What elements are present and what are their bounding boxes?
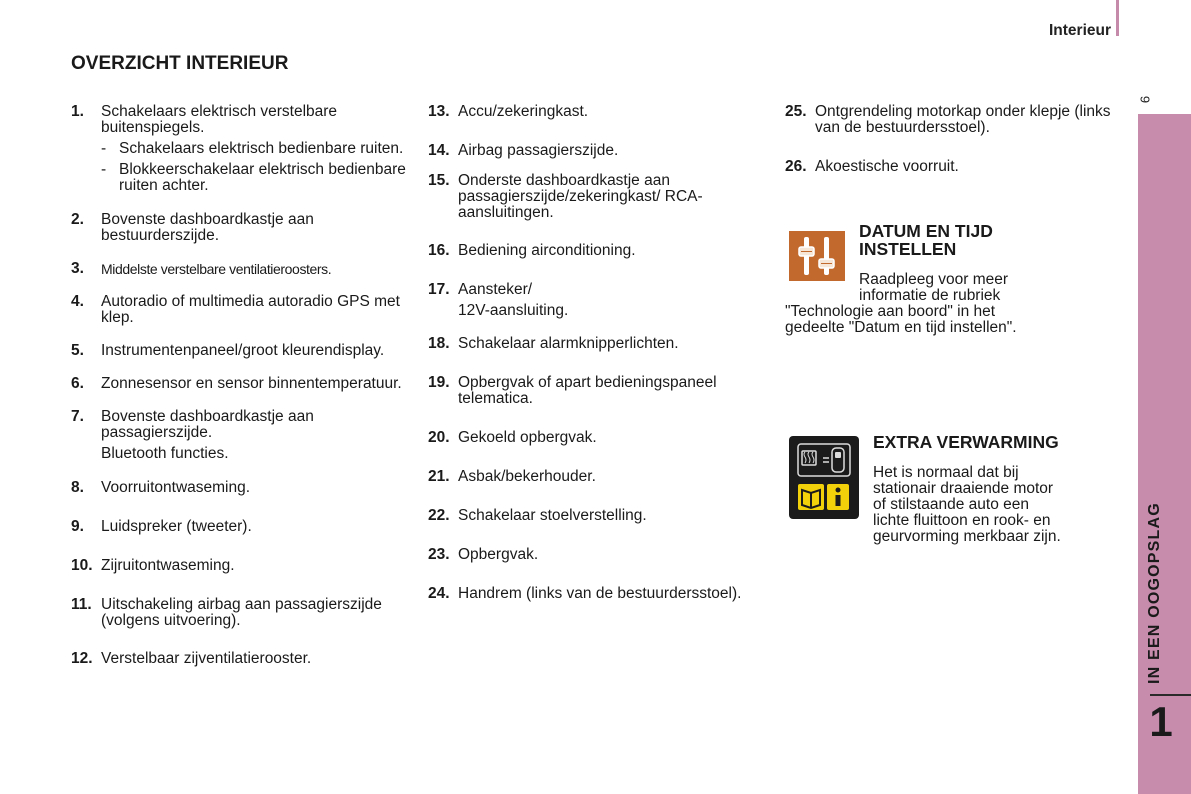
item-number: 7.: [71, 408, 84, 425]
item-text: Handrem (links van de bestuurdersstoel).: [458, 585, 742, 602]
heater-text-line: of stilstaande auto een: [873, 496, 1029, 513]
list-item: [71, 343, 416, 359]
page-number: 9: [1137, 95, 1153, 104]
list-item: [428, 104, 758, 120]
list-item: [785, 104, 1115, 136]
item-text: Bovenste dashboardkastje aan passagierszijde.: [101, 408, 314, 441]
column-1: [71, 104, 416, 667]
header-title: Interieur: [1048, 22, 1111, 39]
heater-text-line: geurvorming merkbaar zijn.: [873, 528, 1061, 545]
item-text: Onderste dashboardkastje aan passagierszijde/zekeringkast/ RCA-aansluitingen.: [458, 172, 703, 221]
item-text: Instrumentenpaneel/groot kleurendisplay.: [101, 342, 385, 359]
sub-item: [101, 162, 416, 194]
item-text: Verstelbaar zijventilatierooster.: [101, 650, 312, 667]
item-text: Ontgrendeling motorkap onder klepje (links van de bestuurdersstoel).: [815, 103, 1111, 136]
datum-box-text-cont: [785, 304, 1017, 336]
item-text: Zonnesensor en sensor binnentemperatuur.: [101, 375, 402, 392]
item-number: 22.: [428, 507, 450, 524]
datum-title-line: INSTELLEN: [859, 239, 957, 259]
chapter-tab-text: IN EEN OOGOPSLAG: [1146, 502, 1163, 684]
item-text: Uitschakeling airbag aan passagierszijde (volgens uitvoering).: [101, 596, 382, 629]
list-item: [71, 651, 416, 667]
item-text: Asbak/bekerhouder.: [458, 468, 596, 485]
dash-bullet: -: [101, 140, 107, 157]
item-number: 16.: [428, 242, 450, 259]
item-number: 24.: [428, 585, 450, 602]
list-item: [428, 430, 758, 446]
item-text: Gekoeld opbergvak.: [458, 429, 597, 446]
list-item: [785, 159, 1115, 175]
item-text: Luidspreker (tweeter).: [101, 518, 252, 535]
list-item: [71, 558, 416, 574]
item-text: Schakelaar alarmknipperlichten.: [458, 335, 679, 352]
list-item: [428, 282, 758, 319]
header-accent-bar: [1116, 0, 1119, 36]
item-text: Opbergvak of apart bedieningspaneel telematica.: [458, 374, 717, 407]
item-number: 4.: [71, 293, 84, 310]
list-item: [428, 336, 758, 352]
list-item: [428, 143, 758, 159]
item-number: 5.: [71, 342, 84, 359]
datum-text-line: "Technologie aan boord" in het: [785, 303, 996, 320]
list-item: [71, 376, 416, 392]
item-text: Voorruitontwaseming.: [101, 479, 251, 496]
item-text: Akoestische voorruit.: [815, 158, 959, 175]
heater-text-line: lichte fluittoon en rook- en: [873, 512, 1051, 529]
item-text: Schakelaars elektrisch verstelbare buitenspiegels.: [101, 103, 338, 136]
dash-bullet: -: [101, 161, 107, 178]
item-text: Opbergvak.: [458, 546, 539, 563]
item-number: 14.: [428, 142, 450, 159]
datum-box-text: [859, 272, 1008, 304]
item-number: 11.: [71, 596, 92, 613]
item-number: 1.: [71, 103, 84, 120]
datum-box-title: [859, 222, 993, 258]
chapter-divider: [1150, 694, 1191, 696]
list-item: [71, 519, 416, 535]
list-item: [71, 480, 416, 496]
item-number: 3.: [71, 260, 84, 277]
item-number: 19.: [428, 374, 450, 391]
list-item: [428, 375, 758, 407]
datum-text-line: informatie de rubriek: [859, 287, 1001, 304]
list-item: [71, 212, 416, 244]
heater-info-icon: [789, 436, 859, 519]
list-item: [428, 173, 758, 221]
item-text: Bediening airconditioning.: [458, 242, 636, 259]
item-number: 9.: [71, 518, 84, 535]
item-text: Bovenste dashboardkastje aan bestuurderszijde.: [101, 211, 314, 244]
datum-title-line: DATUM EN TIJD: [859, 221, 993, 241]
list-item: [428, 508, 758, 524]
list-item: [428, 469, 758, 485]
datum-text-line: gedeelte "Datum en tijd instellen".: [785, 319, 1017, 336]
list-item: [71, 261, 416, 277]
heater-box-text: [873, 465, 1061, 545]
chapter-side-band: [1138, 114, 1191, 794]
list-item: [428, 586, 758, 602]
list-item: [428, 547, 758, 563]
item-text: Schakelaar stoelverstelling.: [458, 507, 647, 524]
list-item: [428, 243, 758, 259]
item-number: 10.: [71, 557, 93, 574]
heater-text-line: stationair draaiende motor: [873, 480, 1054, 497]
item-number: 20.: [428, 429, 450, 446]
item-extra-text: Bluetooth functies.: [101, 445, 229, 462]
item-text: Accu/zekeringkast.: [458, 103, 589, 120]
item-text: Zijruitontwaseming.: [101, 557, 235, 574]
item-number: 8.: [71, 479, 84, 496]
item-number: 26.: [785, 158, 807, 175]
column-3: [785, 104, 1115, 175]
sub-item-text: Blokkeerschakelaar elektrisch bedienbare ruiten achter.: [119, 161, 406, 194]
item-text: Autoradio of multimedia autoradio GPS met klep.: [101, 293, 400, 326]
heater-text-line: Het is normaal dat bij: [873, 464, 1019, 481]
chapter-number: 1: [1149, 698, 1173, 745]
item-number: 21.: [428, 468, 450, 485]
settings-sliders-icon: [789, 231, 845, 281]
datum-text-line: Raadpleeg voor meer: [859, 271, 1009, 288]
heater-box-title: EXTRA VERWARMING: [873, 432, 1059, 452]
list-item: [71, 597, 416, 629]
item-number: 23.: [428, 546, 450, 563]
item-number: 15.: [428, 172, 450, 189]
sub-item: [101, 141, 416, 157]
item-extra-text: 12V-aansluiting.: [458, 302, 569, 319]
item-text: Middelste verstelbare ventilatieroosters.: [101, 261, 332, 277]
item-text: Aansteker/: [458, 281, 533, 298]
item-number: 6.: [71, 375, 84, 392]
list-item: [71, 294, 416, 326]
item-number: 12.: [71, 650, 93, 667]
item-number: 18.: [428, 335, 450, 352]
sub-item-text: Schakelaars elektrisch bedienbare ruiten.: [119, 140, 404, 157]
section-title: OVERZICHT INTERIEUR: [71, 53, 289, 74]
list-item: [71, 409, 416, 462]
column-2: [428, 104, 758, 602]
list-item: [71, 104, 416, 194]
item-number: 17.: [428, 281, 450, 298]
item-number: 13.: [428, 103, 450, 120]
item-text: Airbag passagierszijde.: [458, 142, 619, 159]
item-number: 25.: [785, 103, 807, 120]
item-number: 2.: [71, 211, 84, 228]
